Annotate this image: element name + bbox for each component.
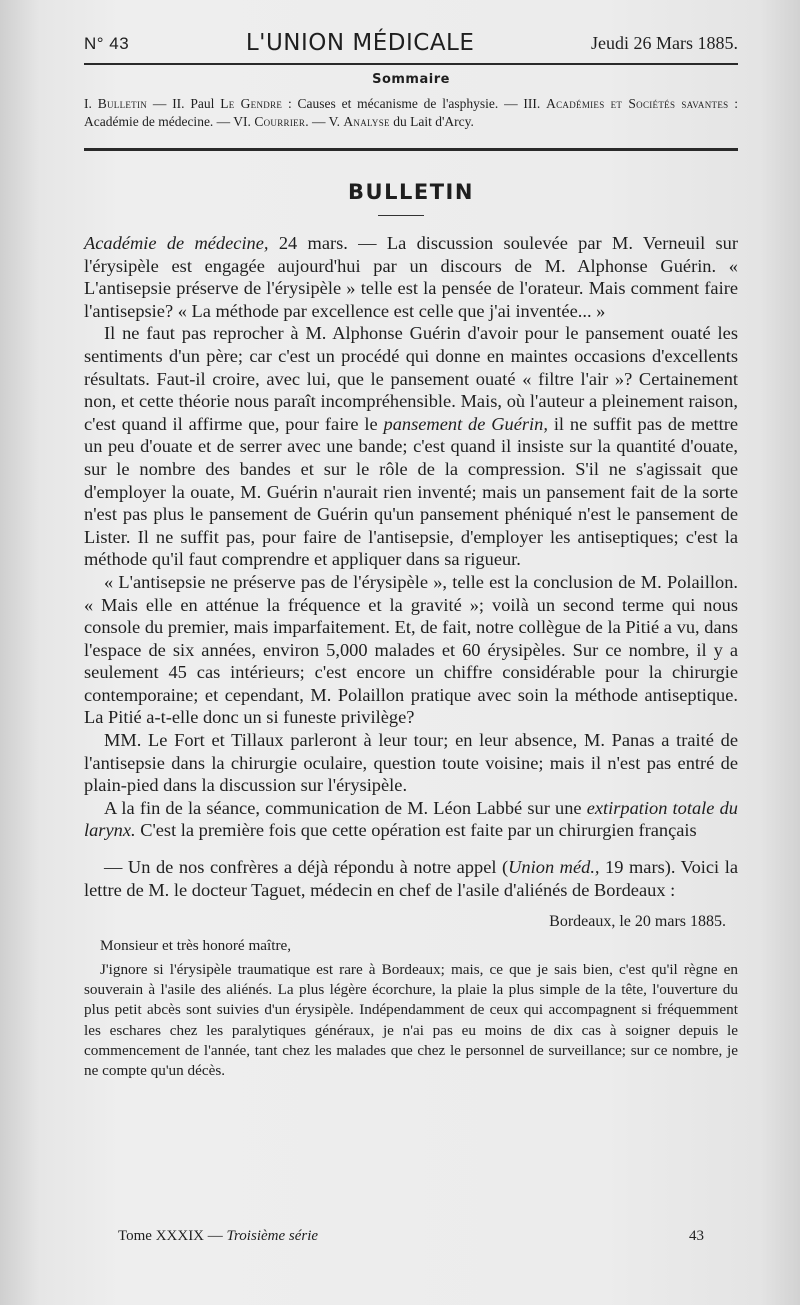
summary-part-5-rest: du Lait d'Arcy. — [389, 114, 474, 129]
page-number: 43 — [689, 1228, 704, 1244]
summary-rule — [84, 148, 738, 151]
article-body — [84, 232, 738, 1081]
summary-text — [84, 95, 738, 131]
series-label: Troisième série — [226, 1228, 319, 1244]
summary-part-4-rest: . — V. — [305, 114, 344, 129]
issue-number: N° 43 — [84, 34, 130, 53]
bulletin-heading: BULLETIN — [348, 180, 474, 204]
letter-salutation: Monsieur et très honoré maître, — [100, 936, 292, 954]
summary-bulletin-label: Bulletin — [97, 96, 148, 111]
header-rule — [84, 63, 738, 65]
summary-roman-1: I. — [84, 96, 92, 111]
page-footer — [118, 1228, 704, 1245]
bulletin-underline — [378, 215, 424, 216]
issue-date: Jeudi 26 Mars 1885. — [591, 33, 738, 53]
paragraph-6-a: — Un de nos confrères a déjà répondu à notre appel ( — [104, 857, 509, 878]
footer-volume — [118, 1228, 318, 1245]
paragraph-4: MM. Le Fort et Tillaux parleront à leur tour; en leur absence, M. Panas a traité de l'antisepsie dans la chirurgie oculaire, question toute voisine; mais il n'est pas entré de plain-pied dans la discussion sur l'érysipèle. — [84, 730, 738, 796]
paragraph-5-b: C'est la première fois que cette opération est faite par un chirurgien français — [135, 820, 697, 841]
summary-analyse-label: Analyse — [343, 114, 390, 129]
journal-title: L'UNION MÉDICALE — [245, 30, 475, 56]
academie-label: Académie de médecine, — [84, 233, 269, 253]
volume-label: Tome XXXIX — — [118, 1228, 227, 1244]
paragraph-2 — [84, 322, 738, 571]
letter-block — [84, 936, 738, 1081]
letter-place-date: Bordeaux, le 20 mars 1885. — [549, 913, 726, 931]
letter-text: J'ignore si l'érysipèle traumatique est rare à Bordeaux; mais, ce que je sais bien, c'est qu'il règne en souverain à l'asile des aliénés. La plus légère écorchure, la plaie la plus simple de la tête, l'ouverture du plus petit abcès sont suivies d'un érysipèle. Indépendamment de ceux qui accompagnent si fréquemment les eschares chez les paralytiques généraux, je n'ai pas eu moins de dix cas à soigner depuis le commencement de l'année, tant chez les malades que chez le personnel de surveillance; sur ce nombre, je ne compte qu'un décès. — [84, 961, 738, 1080]
union-ref: Union méd., — [508, 857, 600, 878]
paragraph-1-text: 24 mars. — La discussion soulevée par M. Verneuil sur l'érysipèle est engagée aujourd'hui par un discours de M. Alphonse Guérin. « L'antisepsie préserve de l'érysipèle » telle est la pensée de l'orateur. Mais comment faire l'antisepsie? « La méthode par excellence est celle que j'ai inventée... » — [84, 233, 738, 321]
paragraph-5-a: A la fin de la séance, communication de M. Léon Labbé sur une — [104, 797, 587, 818]
summary-part-2: — II. Paul — [147, 96, 221, 111]
pansement-term: pansement de Guérin, — [383, 413, 548, 434]
summary — [84, 72, 738, 131]
summary-courrier-label: Courrier — [254, 114, 306, 129]
paragraph-6 — [84, 856, 738, 901]
paragraph-2-b: il ne suffit pas de mettre un peu d'ouate et de serrer avec une bande; c'est quand il insiste sur la quantité d'ouate, sur le nombre des bandes et sur le rôle de la compression. S'il ne s'agissait que d'employer la ouate, M. Guérin n'aurait rien inventé; mais un pansement fait de la sorte n'est pas plus le pansement de Guérin qu'un pansement phéniqué n'est le pansement de Lister. Il ne suffit pas, pour faire de l'antisepsie, d'employer les antiseptiques; c'est la méthode qu'il faut comprendre et appliquer dans sa rigueur. — [84, 413, 739, 570]
summary-academies-label: Académies et Sociétés savantes — [546, 96, 729, 111]
paragraph-6-b: 19 mars). Voici la lettre de M. le docteur Taguet, médecin en chef de l'asile d'aliénés de Bordeaux : — [84, 857, 738, 900]
summary-part-3-rest: : Académie de médecine. — VI. — [84, 96, 738, 129]
page-header — [84, 18, 738, 58]
summary-author: Le Gendre — [220, 96, 283, 111]
paragraph-3: « L'antisepsie ne préserve pas de l'érysipèle », telle est la conclusion de M. Polaillon. « Mais elle en atténue la fréquence et la gravité »; voilà un second terme qui nous console du premier, mais imparfaitement. Et, de fait, notre collègue de la Pitié a vu, dans l'espace de six années, environ 5,000 malades et 60 érysipèles. Sur ce nombre, il y a seulement 45 cas intérieurs; c'est encore un chiffre considérable pour la chirurgie contemporaine; et cependant, M. Polaillon pratique avec soin la méthode antiseptique. La Pitié a-t-elle donc un si funeste privilège? — [84, 571, 738, 728]
summary-part-2-rest: : Causes et mécanisme de l'asphysie. — III. — [282, 96, 547, 111]
summary-title: Sommaire — [372, 72, 450, 87]
paragraph-5 — [84, 797, 738, 842]
paragraph-2-a: Il ne faut pas reprocher à M. Alphonse Guérin d'avoir pour le pansement ouaté les sentiments d'un père; car c'est un procédé qui donne en maintes occasions d'excellents résultats. Faut-il croire, avec lui, que le pansement ouaté « filtre l'air »? Certainement non, et cette théorie nous paraît incompréhensible. Mais, où l'auteur a pleinement raison, c'est quand il affirme que, pour faire le — [84, 323, 738, 434]
larynx-term: extirpation totale du larynx. — [84, 797, 738, 841]
paragraph-1 — [84, 232, 738, 322]
